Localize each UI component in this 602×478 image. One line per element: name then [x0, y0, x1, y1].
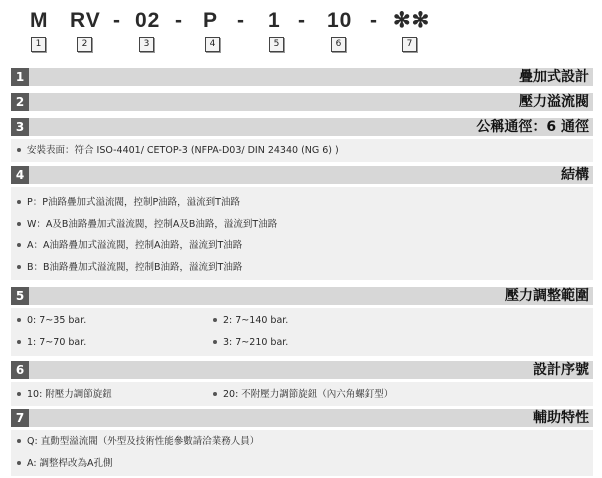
section-number: 6 — [11, 361, 29, 379]
bullet-icon — [17, 222, 21, 226]
bullet-icon — [213, 340, 217, 344]
bullet-icon — [17, 243, 21, 247]
code-segment-rv: RV — [70, 9, 101, 32]
section-body — [11, 308, 593, 356]
section-header — [11, 166, 593, 184]
position-number: 7 — [402, 37, 417, 52]
section-number: 2 — [11, 93, 29, 111]
list-item: B：B油路疊加式溢流閥，控制B油路，溢流到T油路 — [17, 262, 242, 274]
bullet-icon — [17, 200, 21, 204]
section-body — [11, 139, 593, 162]
section-body — [11, 430, 593, 476]
list-item: A: 調整桿改為A孔側 — [17, 458, 113, 470]
section-number: 1 — [11, 68, 29, 86]
list-item: A：A油路疊加式溢流閥，控制A油路，溢流到T油路 — [17, 240, 242, 252]
position-number: 4 — [205, 37, 220, 52]
section-header — [11, 409, 593, 427]
code-dash: - — [298, 9, 306, 32]
section-header — [11, 93, 593, 111]
bullet-icon — [17, 340, 21, 344]
section-number: 5 — [11, 287, 29, 305]
position-number: 6 — [331, 37, 346, 52]
list-item: 1: 7~70 bar. — [17, 337, 86, 349]
section-title: 結構 — [561, 167, 589, 183]
list-item: 0: 7~35 bar. — [17, 315, 86, 327]
bullet-icon — [17, 265, 21, 269]
bullet-icon — [213, 392, 217, 396]
position-numbers — [0, 37, 602, 53]
list-item: 2: 7~140 bar. — [213, 315, 288, 327]
list-item: 20: 不附壓力調節旋鈕（內六角螺釘型） — [213, 389, 393, 401]
code-dash: - — [370, 9, 378, 32]
code-segment-structure: P — [203, 9, 219, 32]
section-title: 設計序號 — [533, 362, 589, 378]
code-dash: - — [175, 9, 183, 32]
bullet-icon — [17, 439, 21, 443]
position-number: 1 — [31, 37, 46, 52]
section-title: 疊加式設計 — [519, 69, 589, 85]
position-number: 2 — [77, 37, 92, 52]
model-code — [0, 8, 602, 34]
section-title: 壓力調整範圍 — [505, 288, 589, 304]
section-number: 4 — [11, 166, 29, 184]
section-body — [11, 187, 593, 280]
bullet-icon — [17, 148, 21, 152]
bullet-icon — [17, 392, 21, 396]
section-body — [11, 382, 593, 406]
list-item: Q: 直動型溢流閥（外型及技術性能參數請洽業務人員） — [17, 436, 259, 448]
section-number: 3 — [11, 118, 29, 136]
section-header — [11, 68, 593, 86]
code-segment-design: 10 — [327, 9, 353, 32]
section-header — [11, 361, 593, 379]
list-item: 3: 7~210 bar. — [213, 337, 288, 349]
code-segment-options: ✻✻ — [393, 9, 431, 32]
list-item: P：P油路疊加式溢流閥，控制P油路，溢流到T油路 — [17, 197, 240, 209]
section-header — [11, 287, 593, 305]
section-title: 輔助特性 — [533, 410, 589, 426]
list-item: 10: 附壓力調節旋鈕 — [17, 389, 112, 401]
code-segment-pressure: 1 — [268, 9, 281, 32]
section-header — [11, 118, 593, 136]
bullet-icon — [17, 461, 21, 465]
list-item: 安裝表面：符合 ISO-4401/ CETOP-3 (NFPA-D03/ DIN 24340 (NG 6) ) — [17, 145, 339, 157]
bullet-icon — [17, 318, 21, 322]
code-segment-size: 02 — [135, 9, 161, 32]
section-title: 壓力溢流閥 — [519, 94, 589, 110]
section-title: 公稱通徑：6 通徑 — [476, 119, 589, 135]
bullet-icon — [213, 318, 217, 322]
code-dash: - — [113, 9, 121, 32]
code-segment-m: M — [30, 9, 49, 32]
section-number: 7 — [11, 409, 29, 427]
list-item: W：A及B油路疊加式溢流閥，控制A及B油路，溢流到T油路 — [17, 219, 277, 231]
position-number: 5 — [269, 37, 284, 52]
code-dash: - — [237, 9, 245, 32]
position-number: 3 — [139, 37, 154, 52]
